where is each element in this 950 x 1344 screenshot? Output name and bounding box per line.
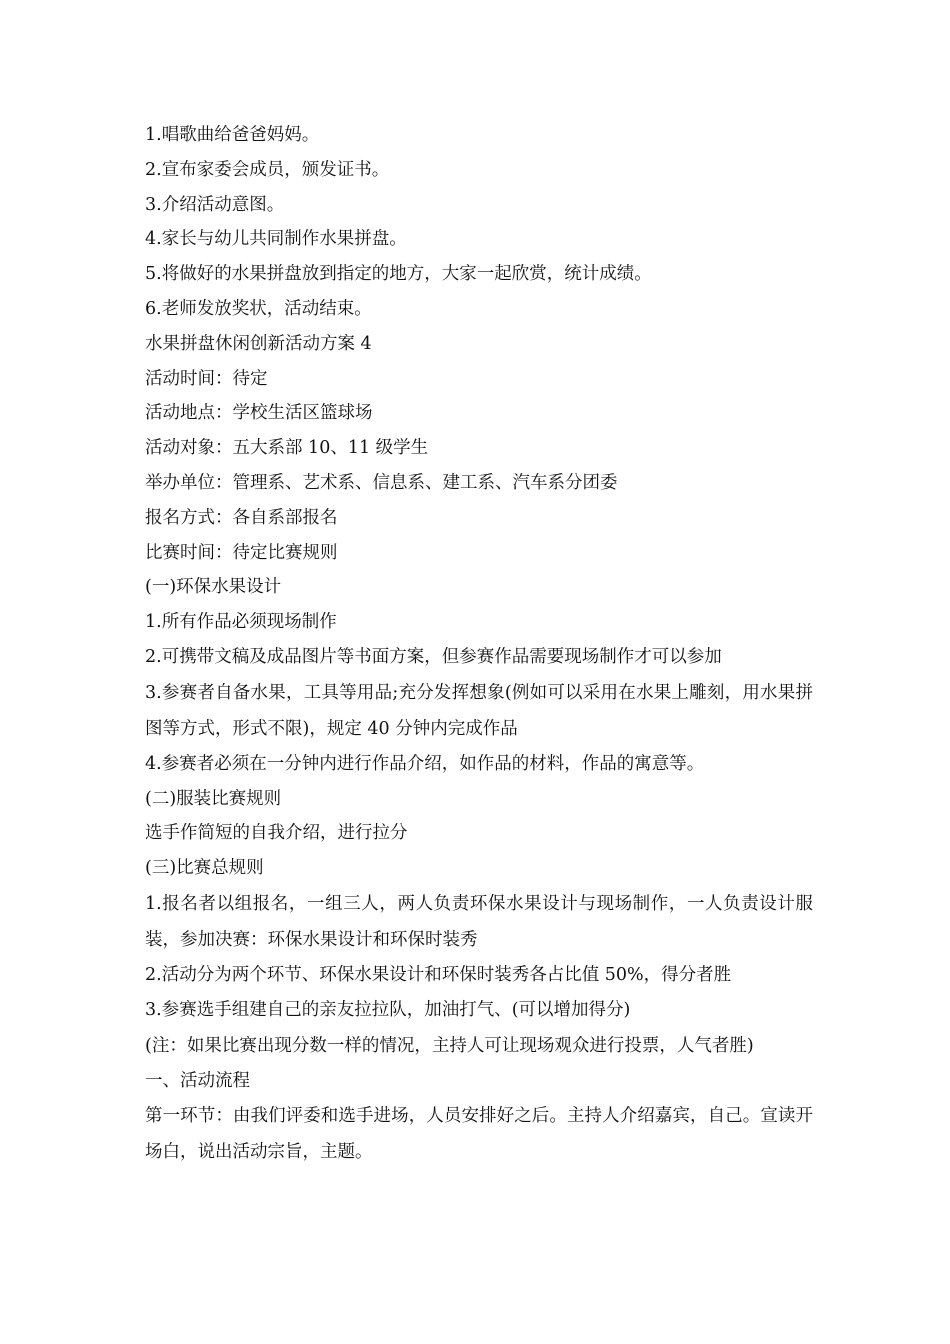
paragraph-step-4: 4.家长与幼儿共同制作水果拼盘。 <box>145 229 407 250</box>
general-rule-1: 1.报名者以组报名，一组三人，两人负责环保水果设计与现场制作，一人负责设计服装，参加决赛：环保水果设计和环保时装秀 <box>145 893 813 950</box>
subheading-general-rules: (三)比赛总规则 <box>145 858 264 879</box>
heading-activity-flow: 一、活动流程 <box>145 1070 250 1091</box>
paragraph-step-1: 1.唱歌曲给爸爸妈妈。 <box>145 125 320 145</box>
general-rule-3: 3.参赛选手组建自己的亲友拉拉队，加油打气、(可以增加得分) <box>145 999 631 1020</box>
activity-location: 活动地点：学校生活区篮球场 <box>145 403 373 424</box>
subheading-costume-rules: (二)服装比赛规则 <box>145 788 282 809</box>
paragraph-step-6: 6.老师发放奖状，活动结束。 <box>145 298 372 319</box>
organizer: 举办单位：管理系、艺术系、信息系、建工系、汽车系分团委 <box>145 472 618 493</box>
paragraph-step-2: 2.宣布家委会成员，颁发证书。 <box>145 159 390 180</box>
registration-method: 报名方式：各自系部报名 <box>145 507 338 528</box>
flow-stage-1: 第一环节：由我们评委和选手进场，人员安排好之后。主持人介绍嘉宾，自己。宣读开场白，说出活动宗旨，主题。 <box>145 1106 813 1163</box>
note-paragraph: (注：如果比赛出现分数一样的情况，主持人可让现场观众进行投票，人气者胜) <box>145 1035 754 1056</box>
paragraph-step-3: 3.介绍活动意图。 <box>145 194 285 215</box>
document-body <box>145 118 813 1170</box>
rule-3: 3.参赛者自备水果，工具等用品;充分发挥想象(例如可以采用在水果上雕刻，用水果拼图等方式，形式不限)，规定 40 分钟内完成作品 <box>145 682 813 739</box>
subheading-fruit-design: (一)环保水果设计 <box>145 577 282 598</box>
competition-time: 比赛时间：待定比赛规则 <box>145 542 338 563</box>
section-title: 水果拼盘休闲创新活动方案 4 <box>145 333 372 354</box>
activity-time: 活动时间：待定 <box>145 368 268 389</box>
rule-1: 1.所有作品必须现场制作 <box>145 612 337 633</box>
rule-4: 4.参赛者必须在一分钟内进行作品介绍，如作品的材料，作品的寓意等。 <box>145 753 705 774</box>
general-rule-2: 2.活动分为两个环节、环保水果设计和环保时装秀各占比值 50%，得分者胜 <box>145 964 732 985</box>
activity-audience: 活动对象：五大系部 10、11 级学生 <box>145 438 429 459</box>
rule-2: 2.可携带文稿及成品图片等书面方案，但参赛作品需要现场制作才可以参加 <box>145 646 722 667</box>
paragraph-step-5: 5.将做好的水果拼盘放到指定的地方，大家一起欣赏，统计成绩。 <box>145 264 652 285</box>
costume-rule: 选手作简短的自我介绍，进行拉分 <box>145 823 408 844</box>
